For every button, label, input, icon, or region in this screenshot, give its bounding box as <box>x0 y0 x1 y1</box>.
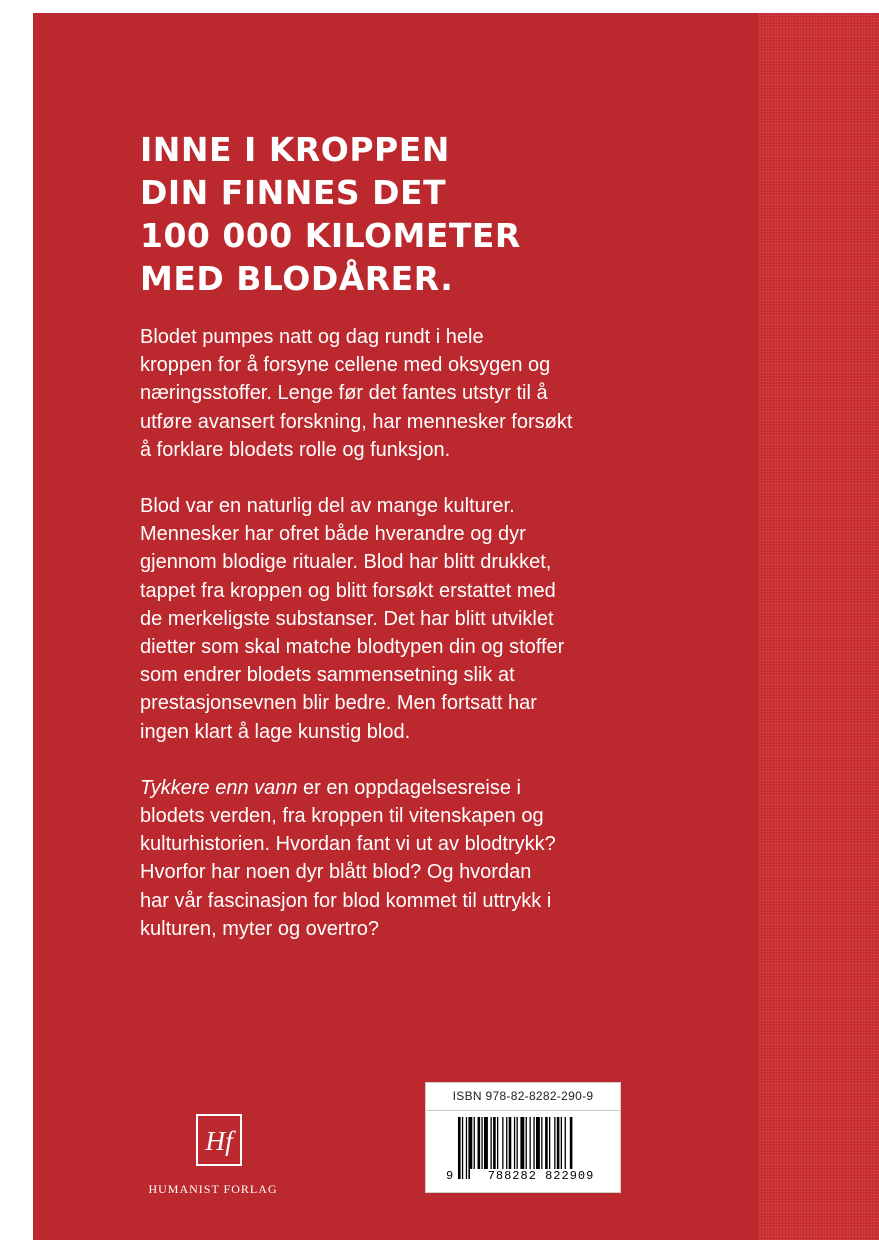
text-line: Blodet pumpes natt og dag rundt i hele <box>140 326 484 348</box>
text-line: kulturhistorien. Hvordan fant vi ut av blodtrykk? <box>140 833 556 856</box>
text-line: å forklare blodets rolle og funksjon. <box>140 438 451 461</box>
barcode-divider <box>426 1110 620 1111</box>
text-line: kulturen, myter og overtro? <box>140 917 379 940</box>
barcode-bar <box>462 1117 463 1179</box>
headline-line: INNE I KROPPEN <box>140 130 450 169</box>
blurb-paragraph-3 <box>140 774 680 943</box>
blurb-paragraph-2 <box>140 492 680 746</box>
text-line: ingen klart å lage kunstig blod. <box>140 720 411 743</box>
book-spine <box>758 13 879 1240</box>
book-title: Tykkere enn vann <box>140 776 298 799</box>
text-line: kroppen for å forsyne cellene med oksygen og <box>140 354 551 377</box>
text-line: de merkeligste substanser. Det har blitt utviklet <box>140 607 554 630</box>
publisher-logo <box>130 1110 296 1200</box>
isbn-barcode-box <box>425 1082 621 1193</box>
text-line <box>140 774 680 802</box>
text-line: gjennom blodige ritualer. Blod har blitt drukket, <box>140 551 552 574</box>
publisher-logo-mark <box>196 1114 242 1166</box>
text-line: tappet fra kroppen og blitt forsøkt erstattet med <box>140 579 556 602</box>
text-line: dietter som skal matche blodtypen din og stoffer <box>140 636 565 659</box>
text-line: har vår fascinasjon for blod kommet til uttrykk i <box>140 889 552 912</box>
logo-letters: Hf <box>205 1126 233 1157</box>
blurb-text <box>140 323 680 971</box>
headline-line: MED BLODÅRER. <box>140 259 454 298</box>
barcode-bar <box>466 1117 467 1179</box>
barcode-lead-digit: 9 <box>446 1169 454 1183</box>
headline-line: DIN FINNES DET <box>140 173 447 212</box>
barcode-bar <box>458 1117 461 1179</box>
headline-line: 100 000 KILOMETER <box>140 216 521 255</box>
blurb-paragraph-1 <box>140 323 680 464</box>
text-fragment: er en oppdagelsesreise i <box>297 776 521 799</box>
text-line: næringsstoffer. Lenge før det fantes utstyr til å <box>140 382 548 405</box>
text-line: Blod var en naturlig del av mange kulturer. <box>140 495 515 518</box>
text-line: blodets verden, fra kroppen til vitenskapen og <box>140 805 544 828</box>
text-line: utføre avansert forskning, har mennesker forsøkt <box>140 410 573 433</box>
text-line: Mennesker har ofret både hverandre og dyr <box>140 523 526 546</box>
headline <box>140 128 660 300</box>
text-line: som endrer blodets sammensetning slik at <box>140 664 515 687</box>
hf-monogram-icon <box>198 1116 240 1164</box>
publisher-name: HUMANIST FORLAG <box>148 1182 278 1196</box>
text-line: prestasjonsevnen blir bedre. Men fortsatt har <box>140 692 537 715</box>
text-line: Hvorfor har noen dyr blått blod? Og hvordan <box>140 861 532 884</box>
isbn-label: ISBN 978-82-8282-290-9 <box>452 1089 594 1103</box>
barcode-digits: 788282 822909 <box>470 1169 612 1183</box>
